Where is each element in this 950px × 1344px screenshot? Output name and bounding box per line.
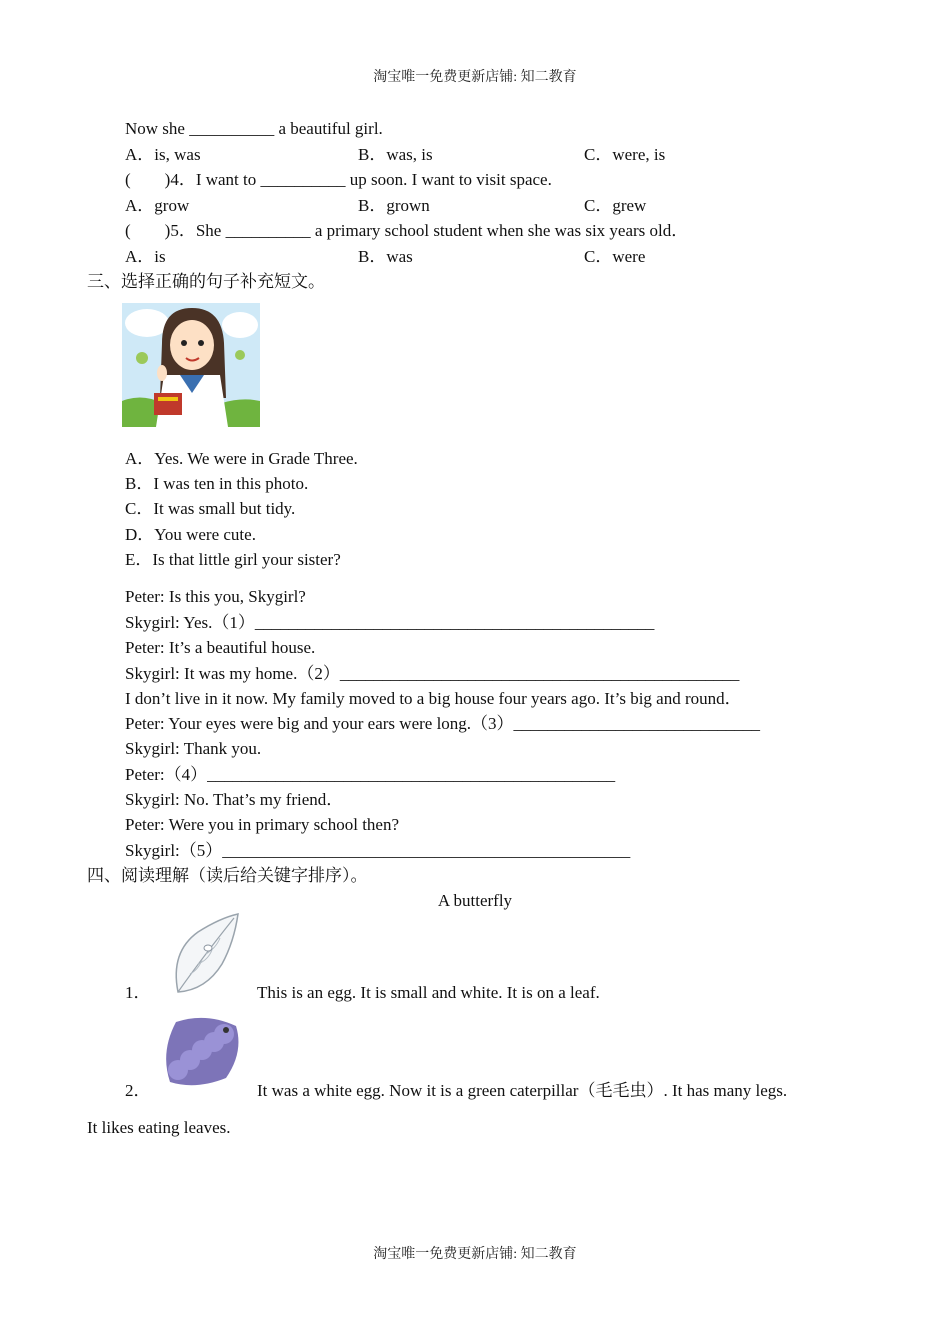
caterpillar-illustration <box>156 1012 244 1090</box>
story-title: A butterfly <box>437 891 513 910</box>
dialogue-line-11: Skygirl:（5）________________________________________________ <box>125 841 631 860</box>
girl-illustration <box>122 303 260 427</box>
question-5: ( )5．She __________ a primary school student when she was six years old． <box>125 221 689 240</box>
choice-a: A．Yes. We were in Grade Three. <box>125 449 358 468</box>
page-footer: 淘宝唯一免费更新店铺: 知二教育 <box>373 1247 577 1262</box>
question-4: ( )4．I want to __________ up soon. I want to visit space. <box>125 170 552 189</box>
leaf-egg-illustration <box>168 912 242 998</box>
q5-option-b: B．was <box>358 247 413 266</box>
q3-option-a: A．is, was <box>125 145 201 164</box>
q3-option-c: C．were, is <box>584 145 666 164</box>
dialogue-line-6: Peter: Your eyes were big and your ears were long.（3）_____________________________ <box>125 714 761 733</box>
q3-option-b: B．was, is <box>358 145 433 164</box>
q5-option-a: A．is <box>125 247 166 266</box>
dialogue-line-4: Skygirl: It was my home.（2）_______________________________________________ <box>125 664 740 683</box>
dialogue-line-8: Peter:（4）________________________________________________ <box>125 765 616 784</box>
choice-e: E．Is that little girl your sister? <box>125 550 341 569</box>
q5-option-c: C．were <box>584 247 646 266</box>
dialogue-line-1: Peter: Is this you, Skygirl? <box>125 587 306 606</box>
item-1-text: This is an egg. It is small and white. It is on a leaf. <box>257 983 600 1002</box>
q4-option-c: C．grew <box>584 196 647 215</box>
item-2-continuation: It likes eating leaves. <box>87 1118 231 1137</box>
choice-c: C．It was small but tidy. <box>125 499 296 518</box>
choice-d: D．You were cute. <box>125 525 256 544</box>
section-3-title: 三、选择正确的句子补充短文。 <box>87 272 325 291</box>
section-4-title: 四、阅读理解（读后给关键字排序）。 <box>87 866 368 885</box>
q4-option-b: B．grown <box>358 196 430 215</box>
page-header: 淘宝唯一免费更新店铺: 知二教育 <box>373 70 577 85</box>
dialogue-line-10: Peter: Were you in primary school then? <box>125 815 400 834</box>
q4-option-a: A．grow <box>125 196 190 215</box>
question-3-tail: Now she __________ a beautiful girl. <box>125 119 383 138</box>
dialogue-line-2: Skygirl: Yes.（1）_______________________________________________ <box>125 613 655 632</box>
item-2-text: It was a white egg. Now it is a green caterpillar（毛毛虫）. It has many legs. <box>257 1081 788 1100</box>
choice-b: B．I was ten in this photo. <box>125 474 309 493</box>
item-1-number: 1． <box>125 983 151 1002</box>
dialogue-line-5: I don’t live in it now. My family moved to a big house four years ago. It’s big and round． <box>125 689 742 708</box>
dialogue-line-3: Peter: It’s a beautiful house. <box>125 638 316 657</box>
dialogue-line-7: Skygirl: Thank you. <box>125 739 262 758</box>
item-2-number: 2． <box>125 1081 151 1100</box>
dialogue-line-9: Skygirl: No. That’s my friend． <box>125 790 344 809</box>
